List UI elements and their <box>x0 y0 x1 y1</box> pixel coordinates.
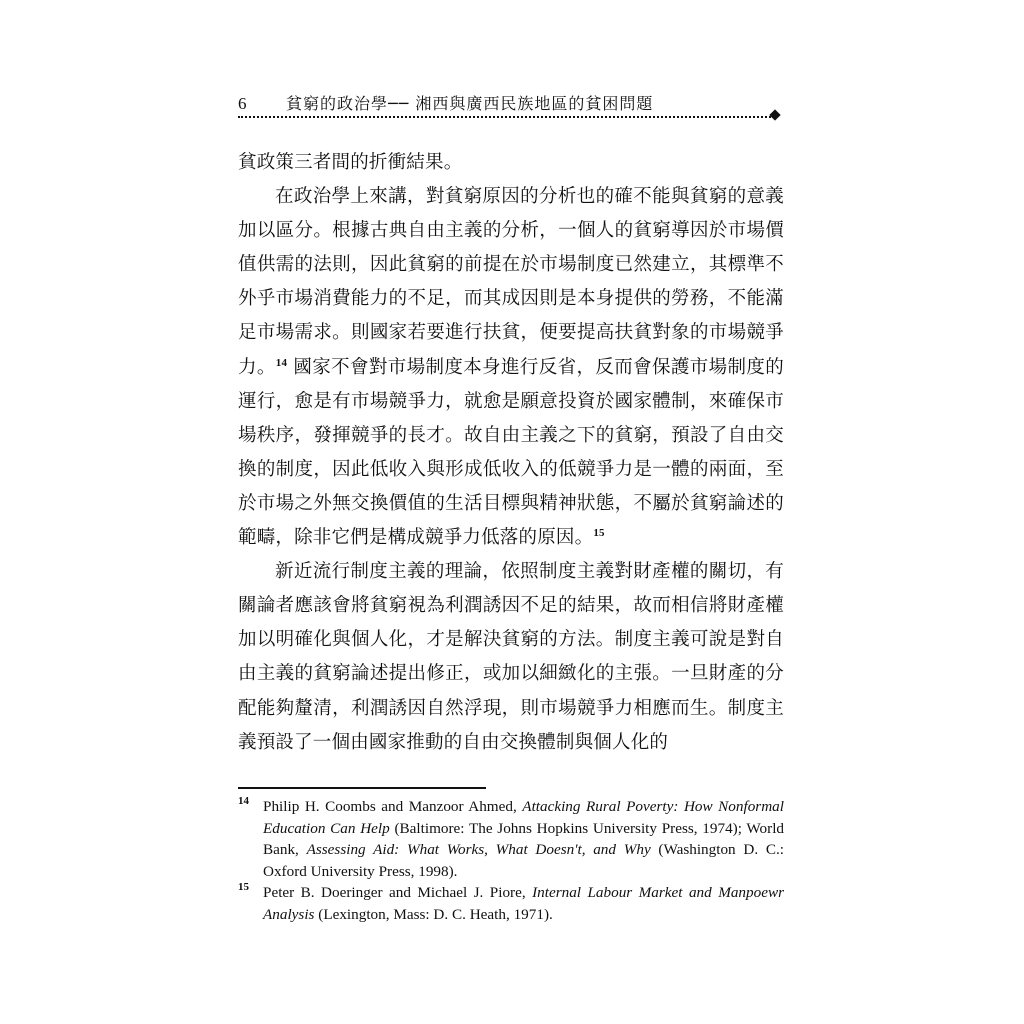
footnote-reference[interactable]: 14 <box>275 356 288 369</box>
paragraph-text: 貧政策三者間的折衝結果。 <box>238 152 463 173</box>
paragraph-text: 在政治學上來講，對貧窮原因的分析也的確不能與貧窮的意義加以區分。根據古典自由主義的分析，一個人的貧窮導因於市場價值供需的法則，因此貧窮的前提在於市場制度已然建立，其標準不外乎市場消費能力的不足，而其成因則是本身提供的勞務，不能滿足市場需求。則國家若要進行扶貧，便要提高扶貧對象的市場競爭力。 <box>238 186 784 378</box>
citation-text: (Lexington, Mass: D. C. Heath, 1971). <box>314 905 553 923</box>
footnote-number: 15 <box>238 881 249 894</box>
citation-title: Internal Labour Market and Manpoewr Analysis <box>263 884 784 923</box>
body-text <box>238 146 784 760</box>
footnotes <box>238 796 784 926</box>
citation-text: Peter B. Doeringer and Michael J. Piore, <box>263 884 533 902</box>
paragraph-text: 國家不會對市場制度本身進行反省，反而會保護市場制度的運行，愈是有市場競爭力，就愈是願意投資於國家體制，來確保市場秩序，發揮競爭的長才。故自由主義之下的貧窮，預設了自由交換的制度，因此低收入與形成低收入的低競爭力是一體的兩面，至於市場之外無交換價值的生活目標與精神狀態，不屬於貧窮論述的範疇，除非它們是構成競爭力低落的原因。 <box>238 356 784 549</box>
footnote-number: 14 <box>238 795 249 807</box>
citation-title: Assessing Aid: What Works, What Doesn't, and Why <box>306 841 651 859</box>
body-paragraph <box>238 180 784 555</box>
citation-text: (Washington D. C.: Oxford University Press, 1998). <box>263 841 784 880</box>
paragraph-text: 新近流行制度主義的理論，依照制度主義對財產權的關切，有關論者應該會將貧窮視為利潤誘因不足的結果，故而相信將財產權加以明確化與個人化，才是解決貧窮的方法。制度主義可說是對自由主義的貧窮論述提出修正，或加以細緻化的主張。一旦財產的分配能夠釐清，利潤誘因自然浮現，則市場競爭力相應而生。制度主義預設了一個由國家推動的自由交換體制與個人化的 <box>238 561 784 753</box>
footnote-separator <box>238 787 486 789</box>
diamond-ornament-icon <box>769 109 780 120</box>
header-dotted-rule <box>238 116 774 118</box>
body-paragraph <box>238 555 784 760</box>
body-paragraph <box>238 146 784 180</box>
footnote-reference[interactable]: 15 <box>593 527 605 540</box>
citation-title: Attacking Rural Poverty: How Nonformal Education Can Help <box>263 798 784 837</box>
running-head <box>238 94 782 118</box>
page-number: 6 <box>238 94 247 113</box>
citation-text: Philip H. Coombs and Manzoor Ahmed, <box>263 798 523 815</box>
footnote <box>238 796 784 882</box>
footnote <box>238 882 784 925</box>
running-title: 貧窮的政治學── 湘西與廣西民族地區的貧困問題 <box>286 94 654 113</box>
citation-text: (Baltimore: The Johns Hopkins University Press, 1974); World Bank, <box>263 819 785 859</box>
